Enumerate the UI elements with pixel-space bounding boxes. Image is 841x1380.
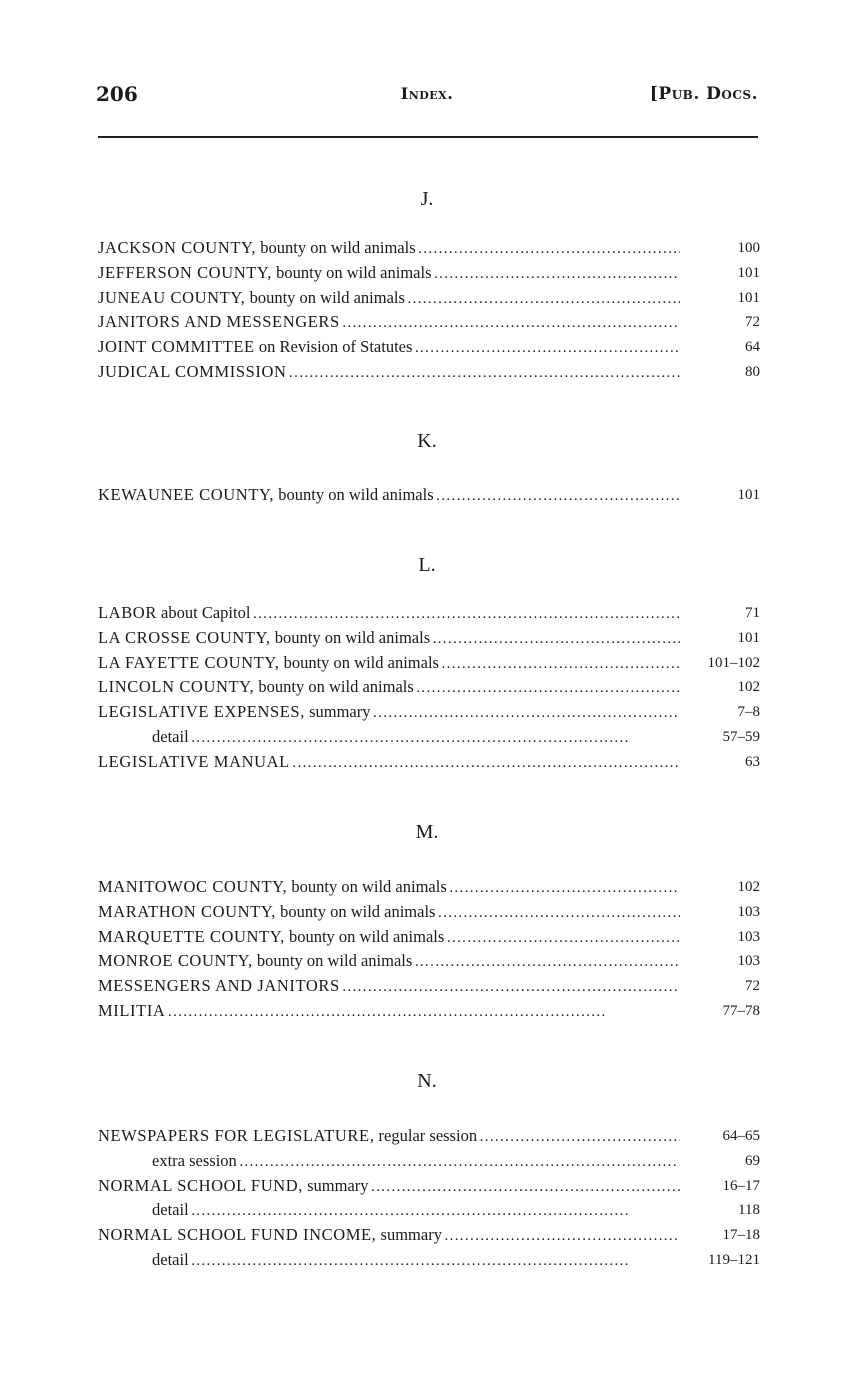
entry-page-ref: 80 — [745, 363, 760, 380]
entry-subheading: bounty on wild animals — [270, 627, 431, 647]
entry-page-ref: 16–17 — [722, 1177, 760, 1194]
index-entry — [98, 1198, 760, 1223]
entry-text — [98, 1174, 680, 1200]
section-letter: L. — [418, 554, 436, 576]
entry-heading: JANITORS AND MESSENGERS — [98, 312, 340, 332]
running-head-right: [Pub. Docs. — [649, 84, 758, 104]
entry-page-ref: 101 — [737, 289, 760, 306]
index-entry — [98, 626, 760, 651]
entry-subheading: on Revision of Statutes — [254, 337, 413, 357]
entry-subheading: bounty on wild animals — [254, 677, 414, 697]
entry-subheading: regular session — [374, 1126, 478, 1145]
entry-page-ref: 69 — [745, 1152, 760, 1169]
entry-text — [98, 949, 680, 975]
index-entry — [98, 1174, 760, 1199]
page-header — [96, 82, 758, 112]
entry-text — [98, 675, 680, 701]
entry-text — [98, 360, 680, 386]
entry-heading: LABOR — [98, 603, 157, 622]
entry-heading: NORMAL SCHOOL FUND INCOME, — [98, 1225, 377, 1245]
section-letter: K. — [417, 430, 437, 452]
entry-heading: LINCOLN COUNTY, — [98, 677, 255, 697]
entry-subheading: detail — [152, 1200, 189, 1220]
entry-subheading: summary — [304, 702, 371, 722]
index-entry — [98, 360, 760, 385]
entry-page-ref: 64 — [745, 339, 760, 356]
entry-text — [98, 286, 680, 312]
entry-text — [152, 725, 680, 751]
index-entry — [98, 1223, 760, 1248]
entry-page-ref: 63 — [745, 753, 760, 770]
entry-page-ref: 103 — [737, 928, 760, 945]
entry-page-ref: 7–8 — [737, 704, 760, 721]
entry-heading: MANITOWOC COUNTY, — [98, 877, 288, 896]
entry-text — [98, 1223, 680, 1249]
index-section — [98, 483, 760, 508]
entry-text — [98, 750, 680, 776]
entry-text — [98, 236, 680, 262]
index-entry — [98, 483, 760, 508]
entry-heading: LA CROSSE COUNTY, — [98, 627, 271, 647]
page-number: 206 — [96, 82, 138, 106]
index-entry — [98, 236, 760, 261]
entry-text — [98, 601, 680, 627]
entry-subheading: bounty on wild animals — [284, 926, 445, 946]
entry-page-ref: 100 — [737, 240, 760, 256]
index-entry — [98, 286, 760, 311]
entry-text — [98, 925, 680, 951]
index-section — [98, 601, 760, 775]
section-letter: N. — [417, 1070, 437, 1092]
entry-heading: LEGISLATIVE EXPENSES, — [98, 702, 305, 722]
entry-text — [98, 335, 680, 361]
entry-text — [98, 875, 680, 901]
entry-heading: JUNEAU COUNTY, — [98, 287, 246, 307]
index-section — [98, 875, 760, 1024]
entry-text — [98, 310, 680, 336]
index-entry — [98, 700, 760, 725]
index-entry — [98, 651, 760, 676]
entry-heading: KEWAUNEE COUNTY, — [98, 485, 275, 504]
entry-heading: JOINT COMMITTEE — [98, 337, 255, 357]
entry-text — [152, 1198, 680, 1224]
entry-page-ref: 103 — [737, 953, 760, 970]
index-entry — [98, 335, 760, 360]
entry-text — [152, 1248, 680, 1274]
entry-page-ref: 101 — [737, 487, 760, 503]
index-section — [98, 1124, 760, 1273]
entry-text — [98, 483, 680, 509]
section-letter: M. — [415, 821, 439, 843]
index-entry — [98, 675, 760, 700]
entry-page-ref: 102 — [737, 879, 760, 895]
entry-subheading: bounty on wild animals — [256, 238, 416, 257]
entry-subheading: bounty on wild animals — [274, 485, 434, 504]
entry-subheading: bounty on wild animals — [275, 901, 436, 921]
entry-page-ref: 77–78 — [722, 1002, 760, 1019]
entry-page-ref: 103 — [737, 903, 760, 920]
index-entry — [98, 1149, 760, 1174]
entry-heading: LEGISLATIVE MANUAL — [98, 751, 290, 771]
entry-heading: MESSENGERS AND JANITORS — [98, 976, 340, 996]
entry-heading: NEWSPAPERS FOR LEGISLATURE, — [98, 1126, 375, 1145]
index-entry — [98, 949, 760, 974]
index-entry — [98, 1124, 760, 1149]
index-entry — [98, 601, 760, 626]
entry-subheading: summary — [376, 1225, 442, 1245]
entry-text — [98, 1124, 680, 1150]
entry-subheading: bounty on wild animals — [272, 262, 432, 282]
index-entry — [98, 999, 760, 1024]
entry-subheading: detail — [152, 1249, 189, 1269]
entry-heading: MARATHON COUNTY, — [98, 901, 276, 921]
entry-text — [98, 700, 680, 726]
entry-heading: MARQUETTE COUNTY, — [98, 926, 285, 946]
entry-page-ref: 64–65 — [722, 1128, 760, 1144]
entry-subheading: bounty on wild animals — [279, 652, 439, 672]
entry-subheading: detail — [152, 726, 189, 746]
entry-text — [152, 1149, 680, 1175]
entry-heading: JACKSON COUNTY, — [98, 238, 257, 257]
entry-subheading: bounty on wild animals — [245, 287, 405, 307]
index-entry — [98, 875, 760, 900]
entry-heading: MONROE COUNTY, — [98, 951, 253, 971]
entry-subheading: extra session — [152, 1150, 237, 1170]
entry-page-ref: 119–121 — [708, 1251, 760, 1268]
entry-text — [98, 626, 680, 652]
entry-text — [98, 651, 680, 677]
entry-text — [98, 974, 680, 1000]
entry-page-ref: 101–102 — [707, 654, 760, 671]
index-entry — [98, 750, 760, 775]
index-entry — [98, 900, 760, 925]
entry-subheading: about Capitol — [156, 603, 251, 622]
index-entry — [98, 310, 760, 335]
entry-subheading: bounty on wild animals — [287, 877, 447, 896]
entry-heading: LA FAYETTE COUNTY, — [98, 652, 280, 672]
section-letter: J. — [420, 188, 434, 210]
entry-page-ref: 101 — [737, 264, 760, 281]
entry-heading: NORMAL SCHOOL FUND, — [98, 1175, 303, 1195]
entry-text — [98, 999, 680, 1025]
entry-page-ref: 118 — [738, 1202, 760, 1219]
entry-heading: MILITIA — [98, 1000, 166, 1020]
entry-heading: JEFFERSON COUNTY, — [98, 262, 273, 282]
index-entry — [98, 1248, 760, 1273]
entry-page-ref: 71 — [745, 605, 760, 621]
index-entry — [98, 974, 760, 999]
index-entry — [98, 925, 760, 950]
entry-page-ref: 72 — [745, 314, 760, 331]
entry-page-ref: 101 — [737, 629, 760, 646]
index-entry — [98, 725, 760, 750]
entry-page-ref: 72 — [745, 978, 760, 995]
entry-page-ref: 17–18 — [722, 1227, 760, 1244]
index-section — [98, 236, 760, 385]
running-title: Index. — [400, 84, 454, 103]
entry-heading: JUDICAL COMMISSION — [98, 361, 287, 381]
header-rule — [98, 136, 758, 138]
entry-text — [98, 900, 680, 926]
entry-subheading: bounty on wild animals — [252, 951, 413, 971]
entry-text — [98, 261, 680, 287]
index-entry — [98, 261, 760, 286]
entry-subheading: summary — [303, 1175, 369, 1195]
entry-page-ref: 102 — [737, 679, 760, 696]
entry-page-ref: 57–59 — [722, 728, 760, 745]
